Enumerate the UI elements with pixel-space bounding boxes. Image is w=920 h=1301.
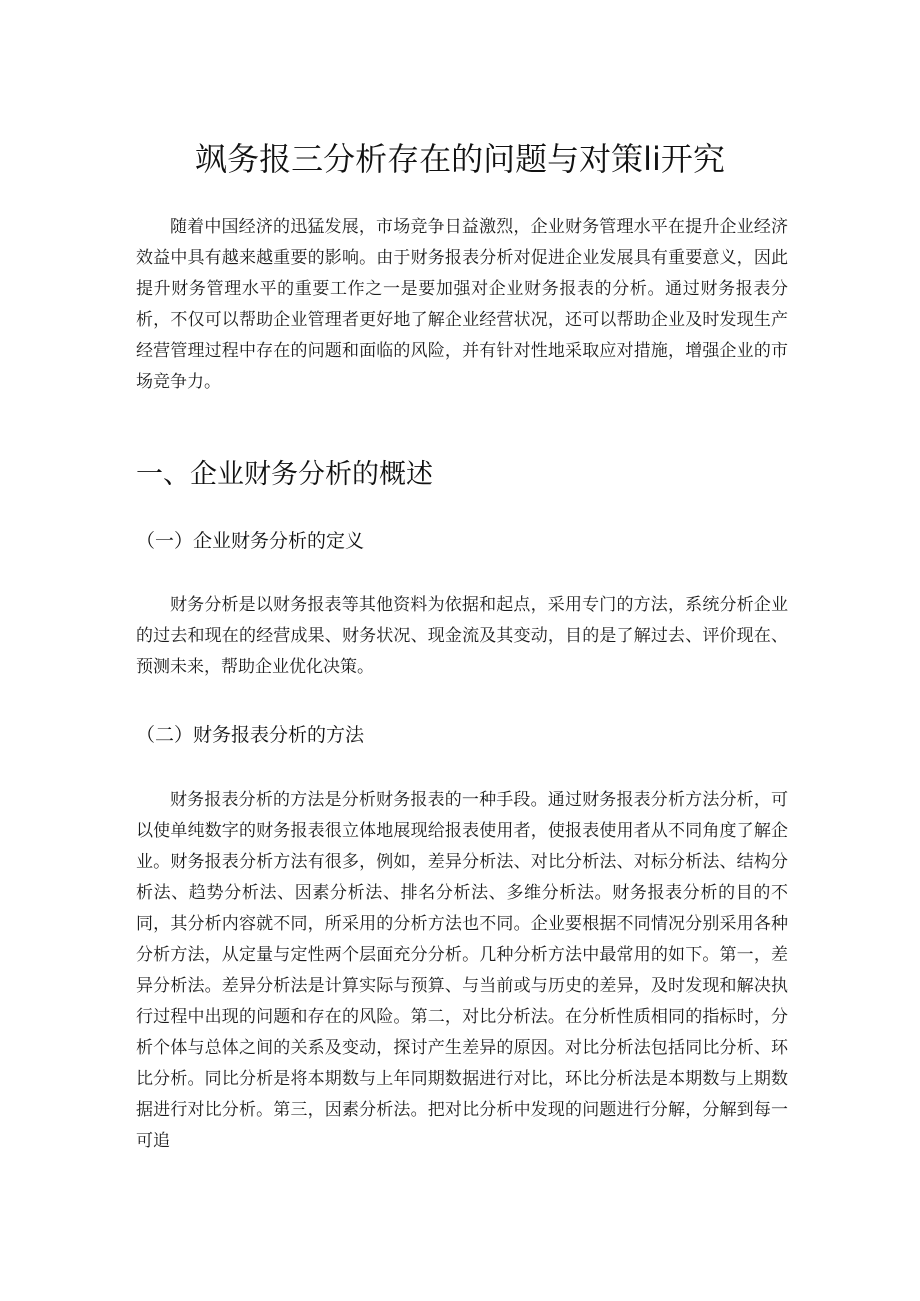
intro-paragraph: 随着中国经济的迅猛发展，市场竞争日益激烈，企业财务管理水平在提升企业经济效益中具有越来越重要的影响。由于财务报表分析对促进企业发展具有重要意义，因此提升财务管理水平的重要工作之一是要加强对企业财务报表的分析。通过财务报表分析，不仅可以帮助企业管理者更好地了解企业经营状况，还可以帮助企业及时发现生产经营管理过程中存在的问题和面临的风险，并有针对性地采取应对措施，增强企业的市场竞争力。 — [136, 217, 788, 392]
section-heading-overview: 一、企业财务分析的概述 — [136, 459, 433, 490]
subsection-heading-definition: （一）企业财务分析的定义 — [136, 530, 365, 552]
methods-paragraph: 财务报表分析的方法是分析财务报表的一种手段。通过财务报表分析方法分析，可以使单纯数字的财务报表很立体地展现给报表使用者，使报表使用者从不同角度了解企业。财务报表分析方法有很多，例如，差异分析法、对比分析法、对标分析法、结构分析法、趋势分析法、因素分析法、排名分析法、多维分析法。财务报表分析的目的不同，其分析内容就不同，所采用的分析方法也不同。企业要根据不同情况分别采用各种分析方法，从定量与定性两个层面充分分析。几种分析方法中最常用的如下。第一，差异分析法。差异分析法是计算实际与预算、与当前或与历史的差异，及时发现和解决执行过程中出现的问题和存在的风险。第二，对比分析法。在分析性质相同的指标时，分析个体与总体之间的关系及变动，探讨产生差异的原因。对比分析法包括同比分析、环比分析。同比分析是将本期数与上年同期数据进行对比，环比分析法是本期数与上期数据进行对比分析。第三，因素分析法。把对比分析中发现的问题进行分解，分解到每一可追 — [136, 790, 788, 1151]
subsection-heading-methods: （二）财务报表分析的方法 — [136, 724, 365, 746]
definition-paragraph: 财务分析是以财务报表等其他资料为依据和起点，采用专门的方法，系统分析企业的过去和现在的经营成果、财务状况、现金流及其变动，目的是了解过去、评价现在、预测未来，帮助企业优化决策。 — [136, 595, 788, 677]
document-title: 飒务报三分析存在的问题与对策li开究 — [195, 140, 725, 178]
